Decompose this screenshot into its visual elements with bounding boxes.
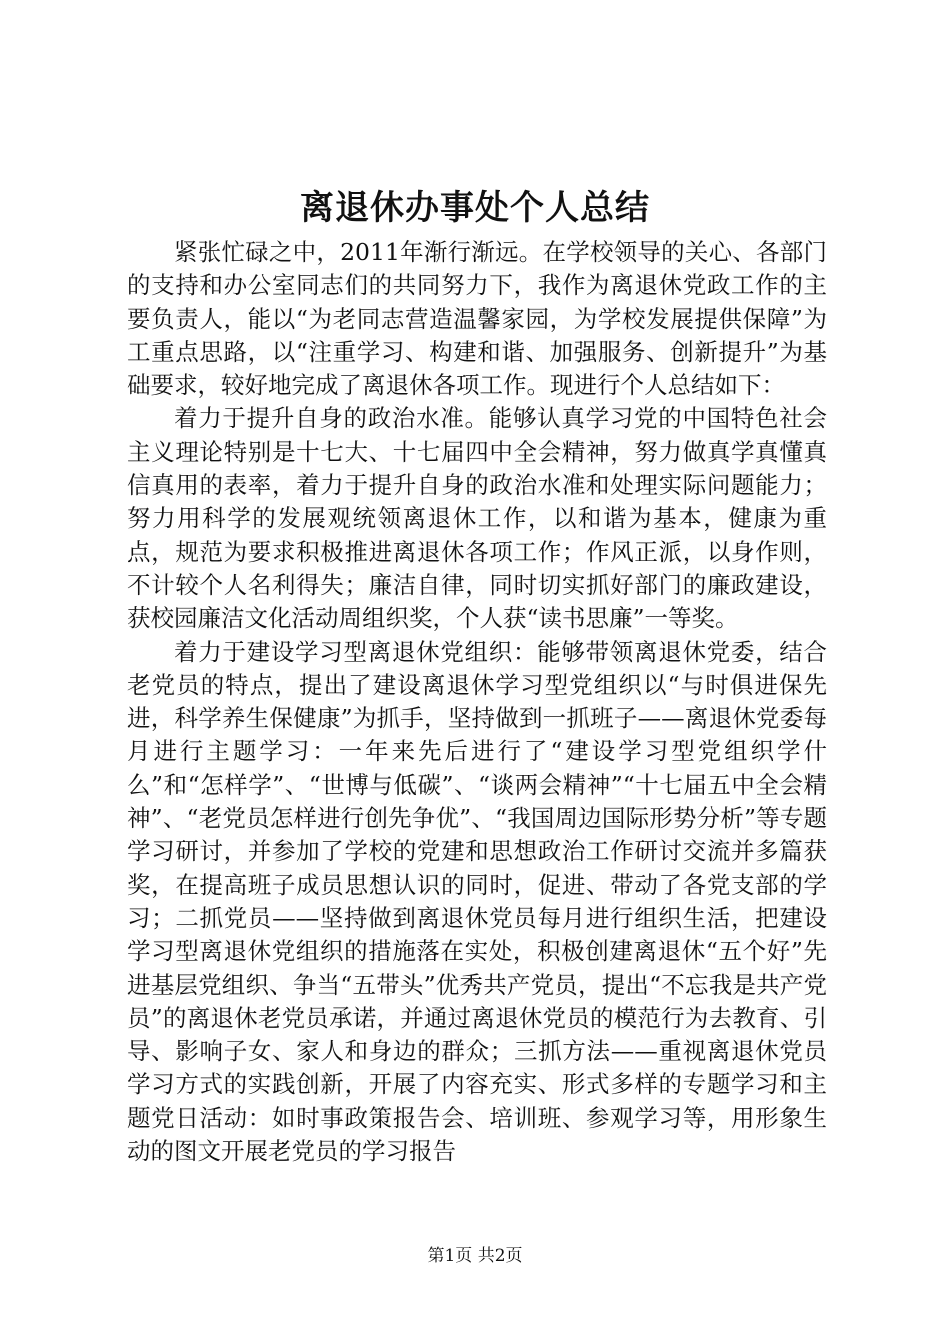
document-body — [127, 236, 827, 1168]
paragraph-intro: 紧张忙碌之中，2011年渐行渐远。在学校领导的关心、各部门的支持和办公室同志们的共同努力下，我作为离退休党政工作的主要负责人，能以“为老同志营造温馨家园，为学校发展提供保障”为工重点思路，以“注重学习、构建和谐、加强服务、创新提升”为基础要求，较好地完成了离退休各项工作。现进行个人总结如下： — [127, 238, 827, 400]
document-title: 离退休办事处个人总结 — [300, 188, 650, 228]
page-number-footer: 第1页 共2页 — [427, 1246, 523, 1266]
paragraph-political-level: 着力于提升自身的政治水准。能够认真学习党的中国特色社会主义理论特别是十七大、十七届四中全会精神，努力做真学真懂真信真用的表率，着力于提升自身的政治水准和处理实际问题能力；努力用科学的发展观统领离退休工作，以和谐为基本，健康为重点，规范为要求积极推进离退休各项工作；作风正派，以身作则，不计较个人名利得失；廉洁自律，同时切实抓好部门的廉政建设，获校园廉洁文化活动周组织奖，个人获“读书思廉”一等奖。 — [127, 404, 827, 633]
paragraph-learning-organization: 着力于建设学习型离退休党组织：能够带领离退休党委，结合老党员的特点，提出了建设离退休学习型党组织以“与时俱进保先进，科学养生保健康”为抓手，坚持做到一抓班子——离退休党委每月进行主题学习：一年来先后进行了“建设学习型党组织学什么”和“怎样学”、“世博与低碳”、“谈两会精神”“十七届五中全会精神”、“老党员怎样进行创先争优”、“我国周边国际形势分析”等专题学习研讨，并参加了学校的党建和思想政治工作研讨交流并多篇获奖，在提高班子成员思想认识的同时，促进、带动了各党支部的学习；二抓党员——坚持做到离退休党员每月进行组织生活，把建设学习型离退休党组织的措施落在实处，积极创建离退休“五个好”先进基层党组织、争当“五带头”优秀共产党员，提出“不忘我是共产党员”的离退休老党员承诺，并通过离退休党员的模范行为去教育、引导、影响子女、家人和身边的群众；三抓方法——重视离退休党员学习方式的实践创新，开展了内容充实、形式多样的专题学习和主题党日活动：如时事政策报告会、培训班、参观学习等，用形象生动的图文开展老党员的学习报告 — [127, 637, 827, 1166]
